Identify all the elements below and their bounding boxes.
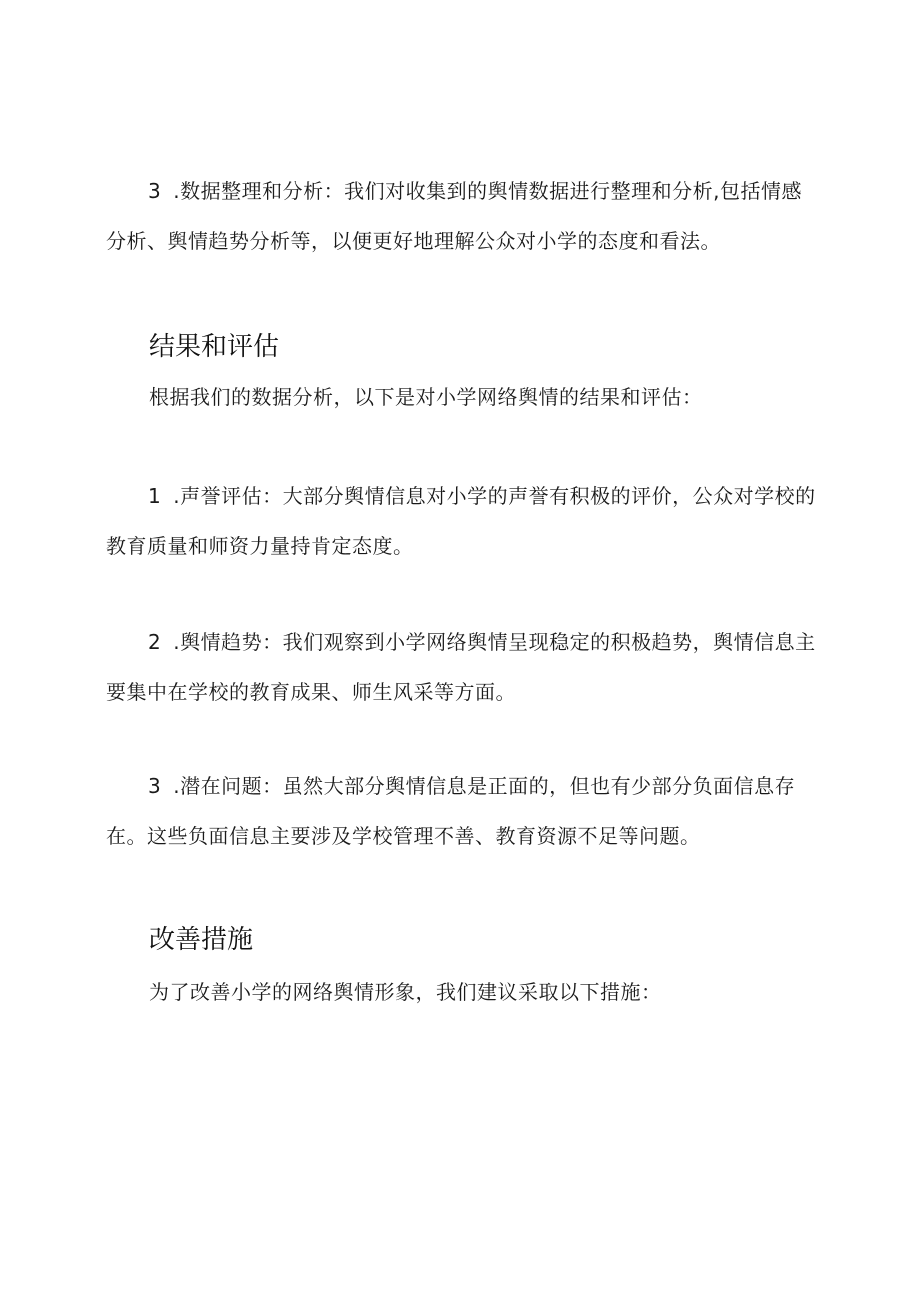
item-number: 3 (148, 774, 162, 798)
paragraph-trend (106, 617, 818, 717)
item-text: .数据整理和分析：我们对收集到的舆情数据进行整理和分析,包括情感分析、舆情趋势分析等，以便更好地理解公众对小学的态度和看法。 (106, 179, 802, 253)
section-heading-improvements: 改善措施 (149, 925, 254, 955)
improvements-intro: 为了改善小学的网络舆情形象，我们建议采取以下措施： (149, 980, 662, 1004)
section-heading-results: 结果和评估 (149, 332, 280, 362)
paragraph-data-analysis (106, 166, 818, 266)
item-text: .潜在问题：虽然大部分舆情信息是正面的，但也有少部分负面信息存在。这些负面信息主要涉及学校管理不善、教育资源不足等问题。 (106, 774, 796, 848)
item-text: .舆情趋势：我们观察到小学网络舆情呈现稳定的积极趋势，舆情信息主要集中在学校的教育成果、师生风采等方面。 (106, 630, 816, 704)
paragraph-potential-issues (106, 761, 818, 861)
paragraph-reputation (106, 471, 818, 571)
item-number: 2 (148, 630, 162, 654)
results-intro: 根据我们的数据分析，以下是对小学网络舆情的结果和评估： (149, 385, 703, 409)
item-number: 3 (148, 179, 162, 203)
item-number: 1 (148, 484, 162, 508)
item-text: .声誉评估：大部分舆情信息对小学的声誉有积极的评价，公众对学校的教育质量和师资力量持肯定态度。 (106, 484, 816, 558)
